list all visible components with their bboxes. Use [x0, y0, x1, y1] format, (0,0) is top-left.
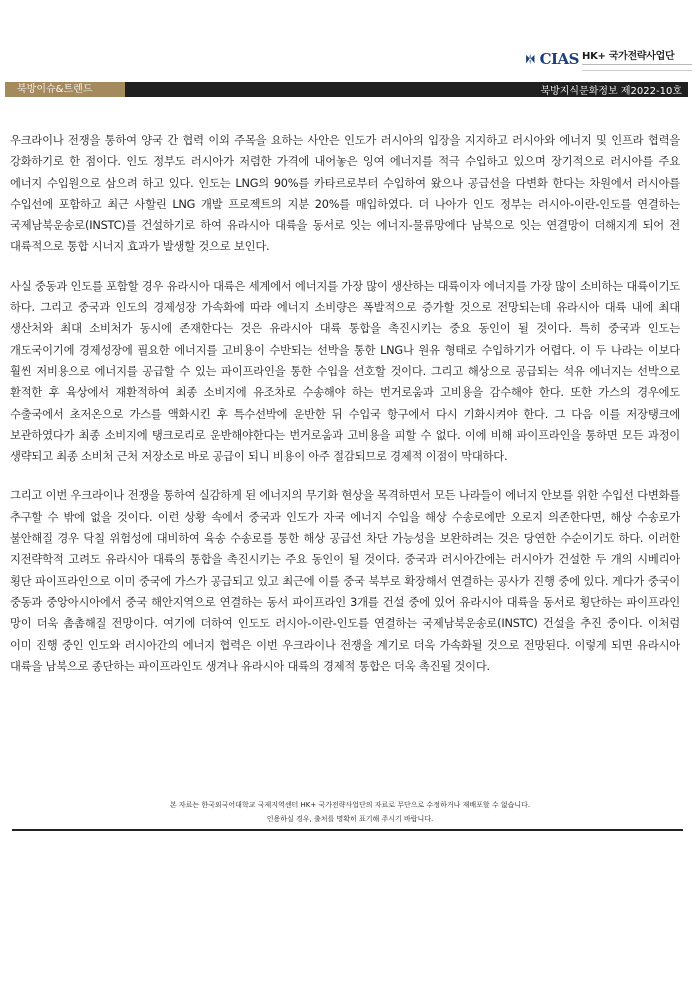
paragraph-2: 사실 중동과 인도를 포함할 경우 유라시아 대륙은 세계에서 에너지를 가장 많이 생산하는 대륙이자 에너지를 가장 많이 소비하는 대륙이기도 하다. 그리고 중국과 인도의 경제성장 가속화에 따라 에너지 소비량은 폭발적으로 증가할 것으로 전망되는데 유라시아 대륙 내에 최대 생산처와 최대 소비처가 동시에 존재한다는 것은 유라시아 대륙 통합을 촉진시키는 중요 동인이 될 것이다. 특히 중국과 인도는 개도국이기에 경제성장에 필요한 에너지를 고비용이 수반되는 선박을 통한 LNG나 원유 형태로 수입하기가 어렵다. 이 두 나라는 이보다 훨씬 저비용으로 에너지를 공급할 수 있는 파이프라인을 통한 수입을 선호할 것이다. 그리고 해상으로 공급되는 석유 에너지는 선박으로 환적한 후 육상에서 재환적하여 최종 소비지에 유조차로 수송해야 하는 번거로움과 고비용을 감수해야 한다. 또한 가스의 경우에도 수출국에서 초저온으로 가스를 액화시킨 후 특수선박에 운반한 뒤 수입국 항구에서 다시 기화시켜야 한다. 그 다음 이를 저장탱크에 보관하였다가 최종 소비지에 탱크로리로 운반해야한다는 번거로움과 고비용을 피할 수 없다. 이에 비해 파이프라인을 통하면 모든 과정이 생략되고 최종 소비처 근처 저장소로 바로 공급이 되니 비용이 아주 절감되므로 경제적 이점이 막대하다.: [10, 279, 680, 464]
logo-text: CIAS: [539, 50, 579, 68]
logo-title: HK+ 국가전략사업단: [582, 51, 675, 62]
footer-line-1: 본 자료는 한국외국어대학교 국제지역센터 HK+ 국가전략사업단의 자료로 무단으로 수정하거나 재배포할 수 없습니다.: [169, 801, 531, 809]
paragraph-1: 우크라이나 전쟁을 통하여 양국 간 협력 이외 주목을 요하는 사안은 인도가 러시아의 입장을 지지하고 러시아와 에너지 및 인프라 협력을 강화하기로 한 점이다. 인도 정부도 러시아가 저렴한 가격에 내어놓은 잉여 에너지를 적극 수입하고 있으며 장기적으로 러시아를 주요 에너지 수입원으로 삼으려 하고 있다. 인도는 LNG의 90%를 카타르로부터 수입하여 왔으나 공급선을 다변화 한다는 차원에서 러시아를 수입선에 포함하고 최근 사할린 LNG 개발 프로젝트의 지분 20%를 매입하였다. 더 나아가 인도 정부는 러시아-이란-인도를 연결하는 국제남북운송로(INSTC)를 건설하기로 하여 유라시아 대륙을 동서로 잇는 에너지-물류망에다 남북으로 잇는 연결망이 더해지게 되어 전 대륙적으로 통합 시너지 효과가 발생할 것으로 보인다.: [10, 134, 680, 254]
footer-notice: [0, 798, 700, 826]
logo-subtitle-strip: [582, 64, 692, 71]
header-bar: [5, 82, 688, 97]
paragraph-3: 그리고 이번 우크라이나 전쟁을 통하여 실감하게 된 에너지의 무기화 현상을 목격하면서 모든 나라들이 에너지 안보를 위한 수입선 다변화를 추구할 수 밖에 없을 것이다. 이런 상황 속에서 중국과 인도가 자국 에너지 수입을 해상 수송로에만 오로지 의존한다면, 해상 수송로가 불안해질 경우 닥칠 위험성에 대비하여 육송 수송로를 통한 해상 공급선 차단 가능성을 보완하려는 것은 당연한 수순이기도 하다. 이러한 지전략학적 고려도 유라시아 대륙의 통합을 촉진시키는 주요 동인이 될 것이다. 중국과 러시아간에는 러시아가 건설한 두 개의 시베리아 횡단 파이프라인으로 이미 중국에 가스가 공급되고 있고 최근에 이를 중국 북부로 확장해서 연결하는 공사가 진행 중에 있다. 게다가 중국이 중동과 중앙아시아에서 중국 해안지역으로 연결하는 동서 파이프라인 3개를 건설 중에 있어 유라시아 대륙을 동서로 횡단하는 파이프라인 망이 더욱 촘촘해질 전망이다. 여기에 더하여 인도도 러시아-이란-인도를 연결하는 국제남북운송로(INSTC) 건설을 추진 중이다. 이처럼 이미 진행 중인 인도와 러시아간의 에너지 협력은 이번 우크라이나 전쟁을 계기로 더욱 가속화될 것으로 전망된다. 이렇게 되면 유라시아 대륙을 남북으로 종단하는 파이프라인도 생겨나 유라시아 대륙의 경제적 통합은 더욱 촉진될 것이다.: [10, 489, 680, 673]
section-tag: 북방이슈&트렌드: [5, 82, 125, 97]
cias-logo: [524, 46, 692, 72]
footer-line-2: 인용하실 경우, 출처를 명확히 표기해 주시기 바랍니다.: [266, 815, 434, 823]
cias-emblem-icon: [524, 47, 537, 71]
article-body: [10, 130, 680, 695]
footer-divider: [12, 829, 683, 831]
issue-number: 북방지식문화정보 제2022-10호: [540, 86, 682, 97]
